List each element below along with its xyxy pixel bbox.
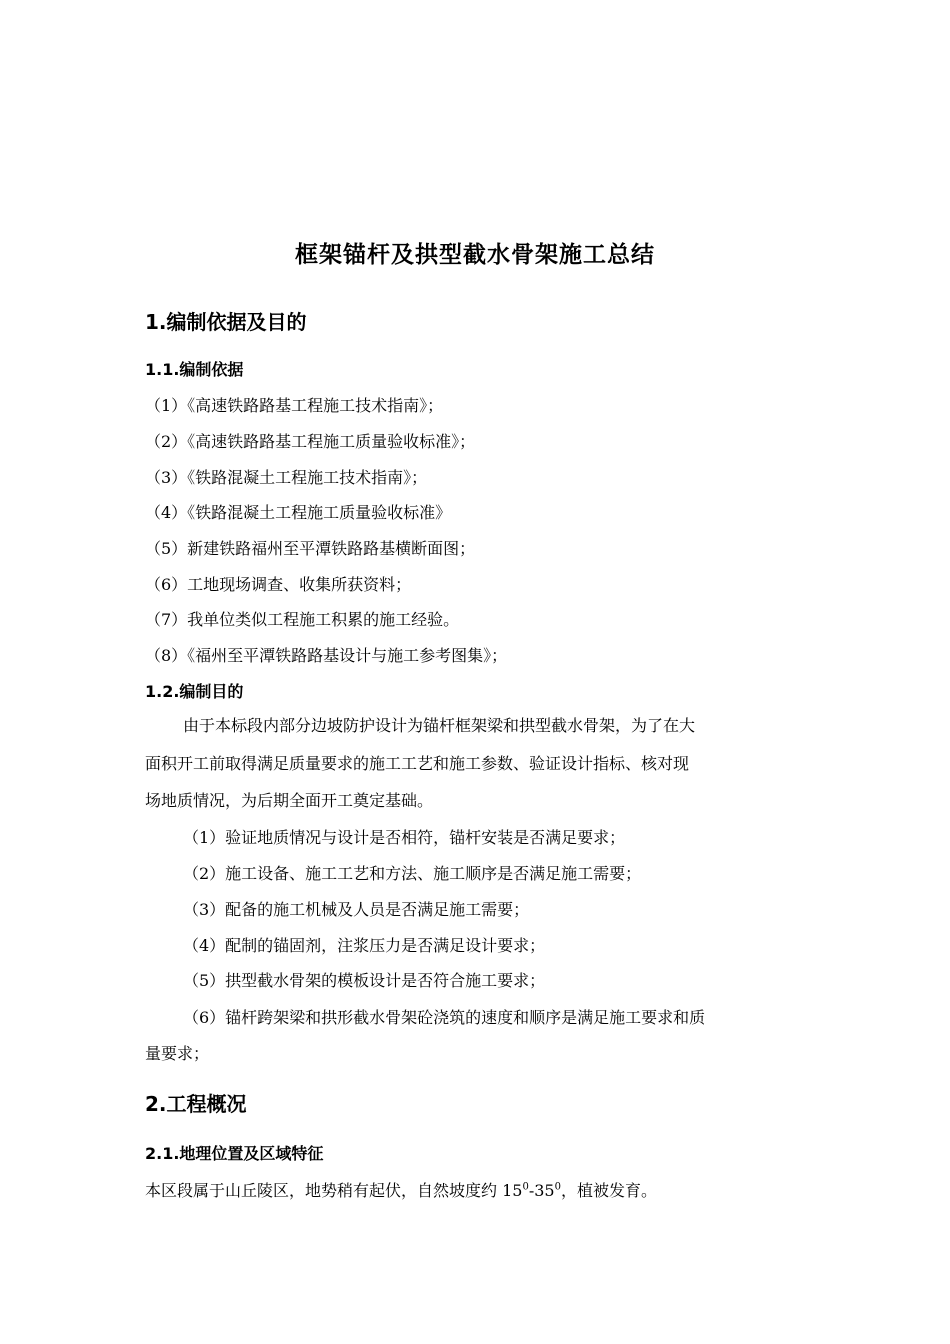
purpose-item-6: （6）锚杆跨架梁和拱形截水骨架砼浇筑的速度和顺序是满足施工要求和质 bbox=[183, 1008, 706, 1027]
section-1-heading: 1.编制依据及目的 bbox=[145, 310, 307, 334]
region-text-mid: -35 bbox=[528, 1181, 555, 1200]
purpose-item-1: （1）验证地质情况与设计是否相符，锚杆安装是否满足要求； bbox=[183, 828, 626, 847]
purpose-item-6-continuation: 量要求； bbox=[145, 1044, 210, 1063]
degree-superscript-2: 0 bbox=[554, 1181, 561, 1193]
basis-item-4: （4）《铁路混凝土工程施工质量验收标准》 bbox=[145, 503, 452, 522]
basis-item-7: （7）我单位类似工程施工积累的施工经验。 bbox=[145, 610, 460, 629]
purpose-item-2: （2）施工设备、施工工艺和方法、施工顺序是否满足施工需要； bbox=[183, 864, 642, 883]
basis-item-8: （8）《福州至平潭铁路路基设计与施工参考图集》； bbox=[145, 646, 508, 665]
basis-item-2: （2）《高速铁路路基工程施工质量验收标准》； bbox=[145, 432, 476, 451]
basis-item-6: （6）工地现场调查、收集所获资料； bbox=[145, 575, 412, 594]
region-description bbox=[145, 1178, 657, 1201]
section-2-heading: 2.工程概况 bbox=[145, 1092, 247, 1116]
section-1-1-heading: 1.1.编制依据 bbox=[145, 360, 244, 379]
purpose-item-3: （3）配备的施工机械及人员是否满足施工需要； bbox=[183, 900, 530, 919]
section-2-1-heading: 2.1.地理位置及区域特征 bbox=[145, 1144, 324, 1163]
basis-item-5: （5）新建铁路福州至平潭铁路路基横断面图； bbox=[145, 539, 476, 558]
purpose-para-line-2: 面积开工前取得满足质量要求的施工工艺和施工参数、验证设计指标、核对现 bbox=[145, 754, 690, 773]
basis-item-3: （3）《铁路混凝土工程施工技术指南》； bbox=[145, 468, 428, 487]
purpose-para-line-1: 由于本标段内部分边坡防护设计为锚杆框架梁和拱型截水骨架，为了在大 bbox=[183, 716, 696, 735]
purpose-item-5: （5）拱型截水骨架的模板设计是否符合施工要求； bbox=[183, 971, 546, 990]
degree-superscript-1: 0 bbox=[522, 1181, 529, 1193]
purpose-item-4: （4）配制的锚固剂，注浆压力是否满足设计要求； bbox=[183, 936, 546, 955]
document-title: 框架锚杆及拱型截水骨架施工总结 bbox=[295, 242, 655, 268]
region-text-after: ，植被发育。 bbox=[560, 1181, 657, 1200]
basis-item-1: （1）《高速铁路路基工程施工技术指南》； bbox=[145, 396, 444, 415]
purpose-para-line-3: 场地质情况，为后期全面开工奠定基础。 bbox=[145, 791, 434, 810]
region-text-before: 本区段属于山丘陵区，地势稍有起伏，自然坡度约 15 bbox=[145, 1181, 523, 1200]
section-1-2-heading: 1.2.编制目的 bbox=[145, 682, 244, 701]
